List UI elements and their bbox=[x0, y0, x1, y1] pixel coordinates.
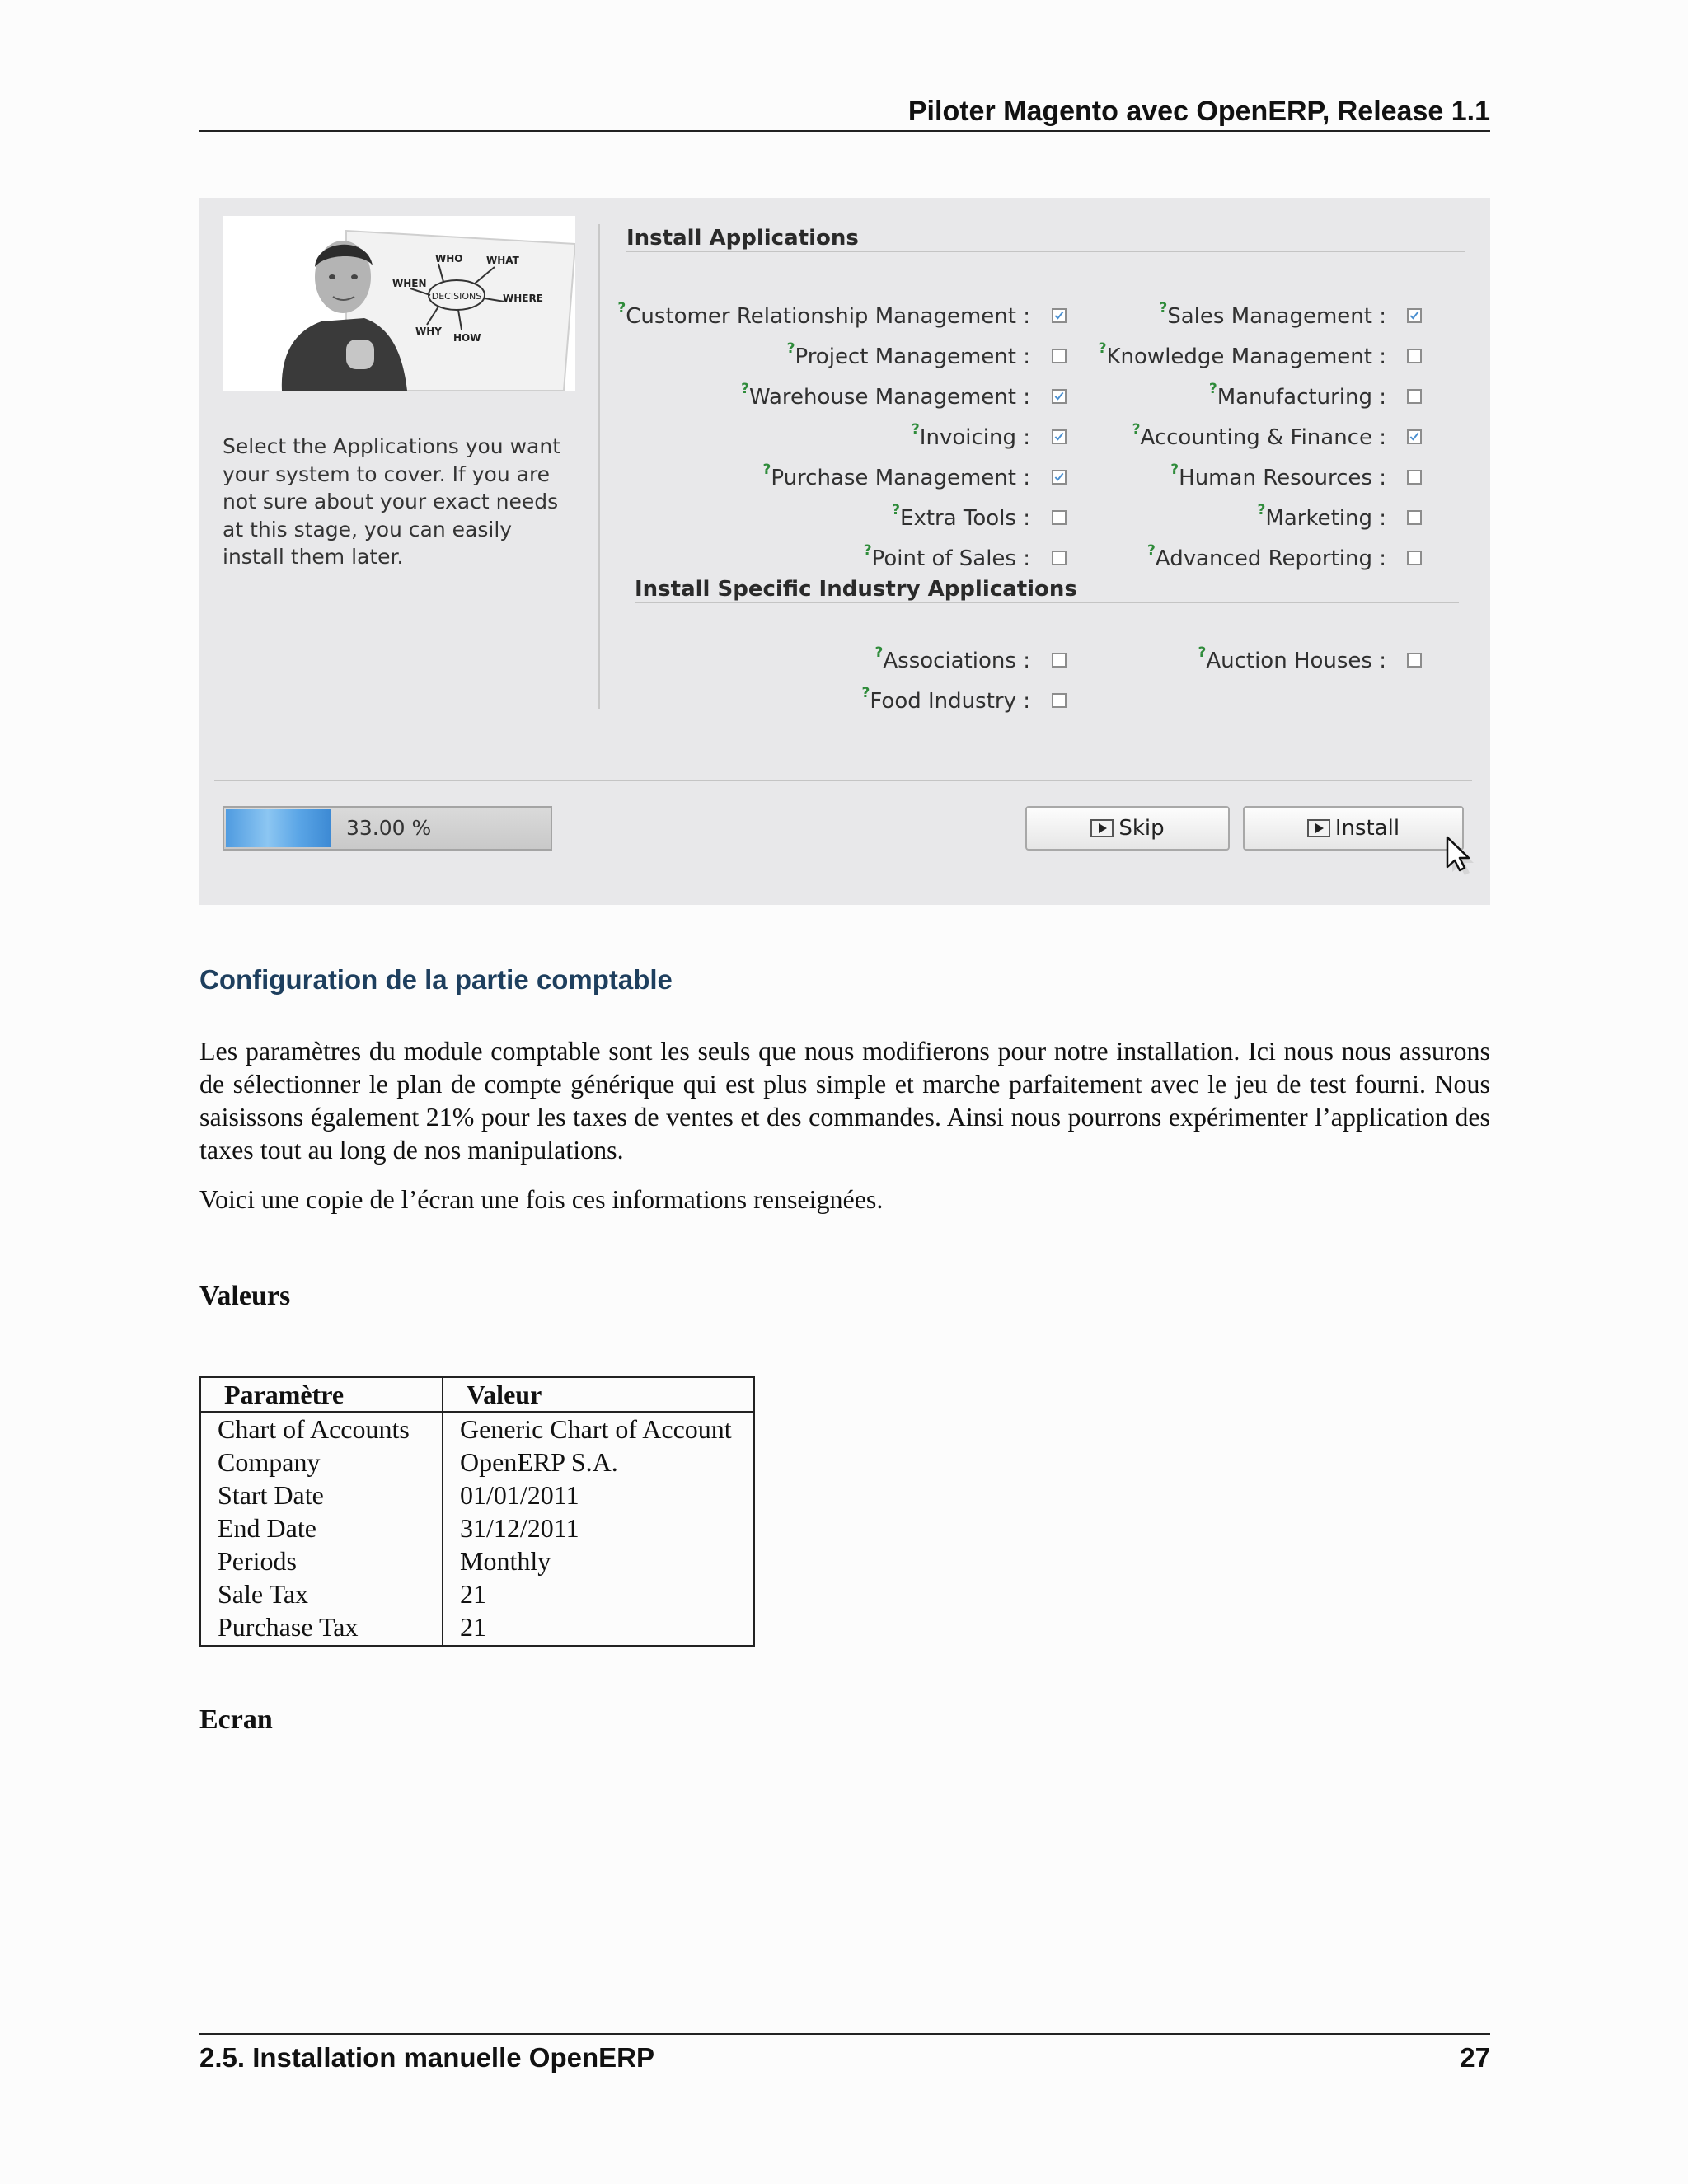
table-cell: Purchase Tax bbox=[200, 1610, 443, 1646]
table-cell: Periods bbox=[200, 1544, 443, 1577]
svg-text:WHEN: WHEN bbox=[392, 278, 427, 289]
install-wizard-screenshot bbox=[199, 198, 1490, 905]
skip-button[interactable]: Skip bbox=[1025, 806, 1230, 851]
app-checkbox-crm[interactable] bbox=[1052, 308, 1067, 323]
app-label-associations: ? Associations : bbox=[874, 644, 1030, 673]
app-label-pos: ? Point of Sales : bbox=[863, 542, 1030, 571]
svg-text:WHERE: WHERE bbox=[503, 293, 543, 304]
table-row bbox=[200, 1446, 754, 1479]
table-header-valeur: Valeur bbox=[443, 1377, 754, 1412]
app-label-extra-tools: ? Extra Tools : bbox=[892, 502, 1030, 531]
app-label-warehouse: ? Warehouse Management : bbox=[741, 381, 1030, 410]
app-label-sales: ? Sales Management : bbox=[1159, 300, 1386, 329]
app-label-invoicing: ? Invoicing : bbox=[911, 421, 1030, 450]
install-button[interactable]: Install bbox=[1243, 806, 1464, 851]
industry-applications-title: Install Specific Industry Applications bbox=[635, 577, 1459, 603]
app-checkbox-reporting[interactable] bbox=[1407, 551, 1422, 565]
app-label-marketing: ? Marketing : bbox=[1257, 502, 1386, 531]
app-label-hr: ? Human Resources : bbox=[1170, 462, 1386, 490]
app-checkbox-marketing[interactable] bbox=[1407, 510, 1422, 525]
footer-rule bbox=[199, 2033, 1490, 2035]
app-checkbox-pos[interactable] bbox=[1052, 551, 1067, 565]
section-heading: Configuration de la partie comptable bbox=[199, 964, 673, 995]
app-checkbox-accounting[interactable] bbox=[1407, 429, 1422, 444]
table-cell: End Date bbox=[200, 1511, 443, 1544]
app-checkbox-hr[interactable] bbox=[1407, 470, 1422, 485]
mouse-cursor-icon bbox=[1444, 834, 1474, 877]
table-cell: 01/01/2011 bbox=[460, 1480, 579, 1510]
wizard-divider bbox=[214, 780, 1472, 781]
table-row bbox=[200, 1577, 754, 1610]
app-checkbox-sales[interactable] bbox=[1407, 308, 1422, 323]
running-header: Piloter Magento avec OpenERP, Release 1.1 bbox=[199, 92, 1490, 132]
app-checkbox-warehouse[interactable] bbox=[1052, 389, 1067, 404]
app-label-knowledge: ? Knowledge Management : bbox=[1098, 340, 1386, 369]
table-row bbox=[200, 1412, 754, 1446]
table-cell: Start Date bbox=[200, 1479, 443, 1511]
body-paragraph-2: Voici une copie de l’écran une fois ces informations renseignées. bbox=[199, 1184, 884, 1214]
app-label-purchase: ? Purchase Management : bbox=[762, 462, 1030, 490]
app-checkbox-extra-tools[interactable] bbox=[1052, 510, 1067, 525]
progress-label: 33.00 % bbox=[346, 816, 432, 840]
app-label-auction-houses: ? Auction Houses : bbox=[1198, 644, 1386, 673]
app-checkbox-food-industry[interactable] bbox=[1052, 693, 1067, 708]
table-row bbox=[200, 1511, 754, 1544]
body-paragraph-1: Les paramètres du module comptable sont les seuls que nous modifierons pour notre installation. Ici nous nous assurons de sélectionner le plan de compte générique qui est plus simple et marche parfaitement avec le jeu de test fourni. Nous saisissons également 21% pour les taxes de ventes et des commandes. Ainsi nous pourrons expérimenter l’application des taxes tout au long de nos manipulations. bbox=[199, 1036, 1490, 1165]
vertical-divider bbox=[598, 224, 600, 709]
app-checkbox-manufacturing[interactable] bbox=[1407, 389, 1422, 404]
parameters-table bbox=[199, 1376, 755, 1647]
app-checkbox-associations[interactable] bbox=[1052, 653, 1067, 668]
app-label-manufacturing: ? Manufacturing : bbox=[1208, 381, 1386, 410]
table-cell: Sale Tax bbox=[200, 1577, 443, 1610]
app-label-crm: ? Customer Relationship Management : bbox=[617, 300, 1030, 329]
table-row bbox=[200, 1544, 754, 1577]
table-cell: Chart of Accounts bbox=[200, 1412, 443, 1446]
table-row bbox=[200, 1610, 754, 1646]
table-cell: Company bbox=[200, 1446, 443, 1479]
app-label-project: ? Project Management : bbox=[786, 340, 1030, 369]
app-checkbox-invoicing[interactable] bbox=[1052, 429, 1067, 444]
valeurs-heading: Valeurs bbox=[199, 1281, 291, 1311]
progress-fill bbox=[226, 809, 331, 847]
svg-text:HOW: HOW bbox=[453, 332, 481, 344]
app-checkbox-purchase[interactable] bbox=[1052, 470, 1067, 485]
table-cell: OpenERP S.A. bbox=[460, 1447, 618, 1477]
decision-illustration bbox=[223, 216, 575, 391]
intro-text: Select the Applications you want your system to cover. If you are not sure about your exact needs at this stage, you can easily install them later. bbox=[223, 434, 560, 569]
svg-text:WHAT: WHAT bbox=[486, 255, 519, 266]
table-cell: Monthly bbox=[460, 1546, 551, 1576]
svg-text:DECISIONS: DECISIONS bbox=[431, 291, 482, 302]
app-label-food-industry: ? Food Industry : bbox=[861, 685, 1030, 714]
footer-section: 2.5. Installation manuelle OpenERP bbox=[199, 2042, 654, 2073]
page-footer bbox=[199, 2042, 1490, 2074]
progress-bar bbox=[223, 806, 552, 851]
app-checkbox-knowledge[interactable] bbox=[1407, 349, 1422, 363]
table-header-parametre: Paramètre bbox=[200, 1377, 443, 1412]
table-cell: 21 bbox=[460, 1579, 486, 1609]
install-applications-title: Install Applications bbox=[626, 226, 1465, 252]
table-header-row bbox=[200, 1377, 754, 1412]
svg-text:WHY: WHY bbox=[415, 326, 442, 337]
svg-text:WHO: WHO bbox=[435, 253, 463, 265]
table-cell: 31/12/2011 bbox=[460, 1513, 579, 1543]
app-label-reporting: ? Advanced Reporting : bbox=[1147, 542, 1386, 571]
table-cell: Generic Chart of Account bbox=[460, 1414, 732, 1444]
table-cell: 21 bbox=[460, 1612, 486, 1642]
app-checkbox-project[interactable] bbox=[1052, 349, 1067, 363]
ecran-heading: Ecran bbox=[199, 1704, 273, 1735]
decision-photo bbox=[223, 216, 575, 391]
table-row bbox=[200, 1479, 754, 1511]
app-checkbox-auction-houses[interactable] bbox=[1407, 653, 1422, 668]
page-number: 27 bbox=[1460, 2042, 1490, 2073]
play-icon bbox=[1090, 819, 1114, 837]
play-icon bbox=[1307, 819, 1330, 837]
app-label-accounting: ? Accounting & Finance : bbox=[1132, 421, 1386, 450]
